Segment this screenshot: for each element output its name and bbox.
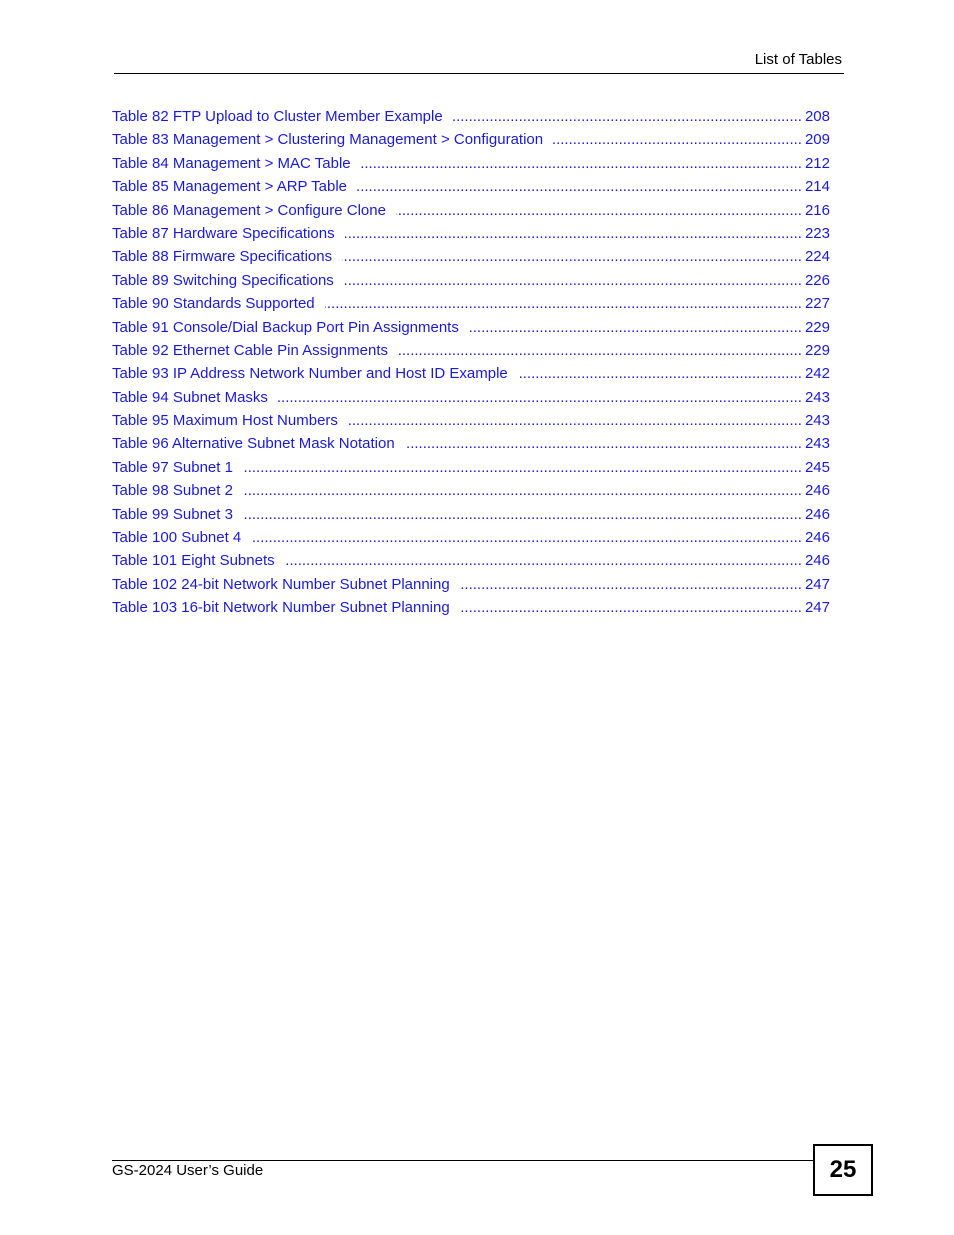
dot-leader [357,175,802,198]
toc-entry[interactable] [112,128,830,151]
dot-leader [348,409,802,432]
toc-entry-title: Table 92 Ethernet Cable Pin Assignments [112,341,388,359]
toc-entry-page: 246 [804,529,830,547]
dot-leader [243,503,802,526]
toc-entry[interactable] [112,432,830,455]
toc-entry-title: Table 90 Standards Supported [112,295,315,313]
toc-entry-title: Table 99 Subnet 3 [112,505,233,523]
toc-entry-page: 223 [804,224,830,242]
dot-leader [342,245,802,268]
toc-entry-page: 243 [804,388,830,406]
toc-entry-title: Table 86 Management > Configure Clone [112,201,386,219]
toc-entry-page: 216 [804,201,830,219]
toc-entry[interactable] [112,573,830,596]
toc-entry-page: 243 [804,435,830,453]
toc-entry[interactable] [112,245,830,268]
toc-entry-page: 229 [804,341,830,359]
dot-leader [251,526,802,549]
toc-entry-title: Table 103 16-bit Network Number Subnet Planning [112,599,450,617]
toc-entry-title: Table 101 Eight Subnets [112,552,275,570]
dot-leader [398,339,802,362]
toc-entry-page: 246 [804,482,830,500]
dot-leader [325,292,802,315]
toc-entry[interactable] [112,596,830,619]
toc-entry-page: 224 [804,248,830,266]
toc-entry[interactable] [112,105,830,128]
page-number: 25 [813,1144,873,1196]
toc-entry-page: 209 [804,131,830,149]
toc-entry-title: Table 87 Hardware Specifications [112,224,335,242]
dot-leader [396,199,802,222]
toc-entry-page: 226 [804,271,830,289]
dot-leader [553,128,802,151]
toc-entry-page: 246 [804,505,830,523]
toc-entry-page: 245 [804,458,830,476]
toc-entry[interactable] [112,362,830,385]
toc-entry-title: Table 94 Subnet Masks [112,388,268,406]
toc-entry-title: Table 82 FTP Upload to Cluster Member Example [112,108,443,125]
toc-entry-title: Table 100 Subnet 4 [112,529,242,547]
toc-entry-title: Table 88 Firmware Specifications [112,248,333,266]
toc-entry[interactable] [112,316,830,339]
toc-entry-title: Table 83 Management > Clustering Management > Configuration [112,131,544,149]
footer-divider [112,1160,814,1161]
toc-entry-page: 208 [804,108,830,125]
toc-entry[interactable] [112,199,830,222]
toc-entry-page: 247 [804,599,830,617]
toc-entry-page: 246 [804,552,830,570]
toc-entry-title: Table 98 Subnet 2 [112,482,233,500]
toc-entry[interactable] [112,526,830,549]
toc-entry[interactable] [112,386,830,409]
dot-leader [345,222,802,245]
toc-entry[interactable] [112,152,830,175]
toc-entry-title: Table 84 Management > MAC Table [112,154,351,172]
guide-title: GS-2024 User’s Guide [112,1162,264,1179]
dot-leader [460,596,802,619]
toc-entry[interactable] [112,292,830,315]
list-of-tables [112,105,830,620]
dot-leader [469,316,802,339]
toc-entry[interactable] [112,479,830,502]
toc-entry-title: Table 91 Console/Dial Backup Port Pin Assignments [112,318,459,336]
dot-leader [405,432,802,455]
toc-entry[interactable] [112,409,830,432]
dot-leader [278,386,802,409]
dot-leader [243,479,802,502]
toc-entry-title: Table 89 Switching Specifications [112,271,334,289]
toc-entry-title: Table 93 IP Address Network Number and Host ID Example [112,365,508,383]
toc-entry-title: Table 96 Alternative Subnet Mask Notation [112,435,395,453]
toc-entry-page: 242 [804,365,830,383]
toc-entry[interactable] [112,175,830,198]
dot-leader [243,456,802,479]
toc-entry-page: 212 [804,154,830,172]
toc-entry-title: Table 97 Subnet 1 [112,458,233,476]
toc-entry-title: Table 102 24-bit Network Number Subnet Planning [112,575,450,593]
header-divider [114,73,844,74]
dot-leader [344,269,802,292]
toc-entry[interactable] [112,269,830,292]
toc-entry[interactable] [112,456,830,479]
toc-entry-page: 229 [804,318,830,336]
toc-entry-page: 214 [804,178,830,196]
section-title: List of Tables [754,51,842,68]
toc-entry[interactable] [112,503,830,526]
dot-leader [361,152,802,175]
toc-entry[interactable] [112,549,830,572]
dot-leader [460,573,802,596]
toc-entry[interactable] [112,339,830,362]
dot-leader [518,362,802,385]
toc-entry[interactable] [112,222,830,245]
toc-entry-title: Table 85 Management > ARP Table [112,178,348,196]
toc-entry-page: 243 [804,412,830,430]
toc-entry-title: Table 95 Maximum Host Numbers [112,412,338,430]
dot-leader [453,105,802,128]
toc-entry-page: 227 [804,295,830,313]
dot-leader [285,549,802,572]
toc-entry-page: 247 [804,575,830,593]
